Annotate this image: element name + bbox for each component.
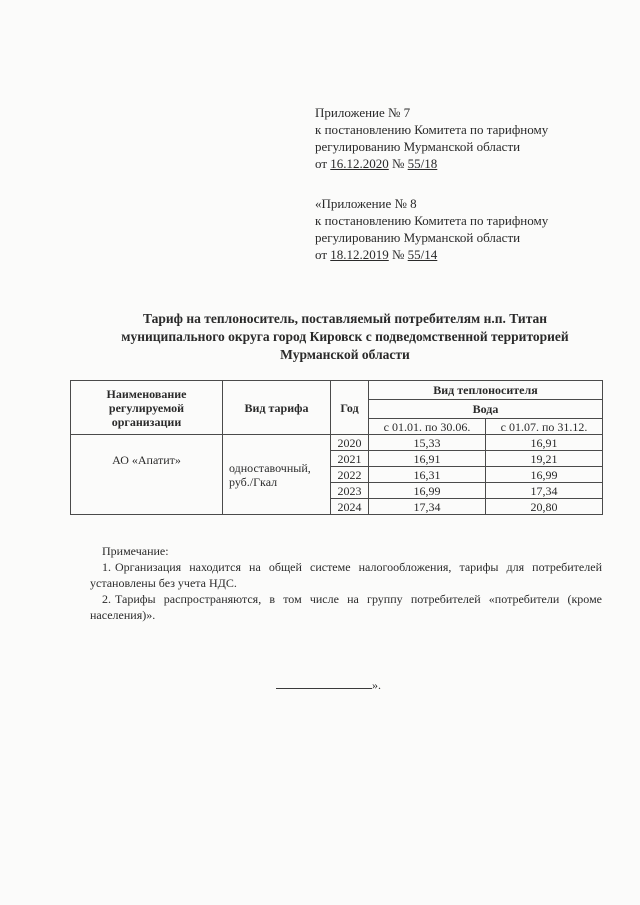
appendix-8-line3: регулированию Мурманской области: [315, 230, 521, 245]
year-cell: 2020: [331, 435, 369, 451]
header-carrier-type: Вид теплоносителя: [369, 381, 603, 400]
note-item-2: [90, 591, 602, 623]
appendix-8-header: [315, 195, 615, 263]
signature-blank-line: [276, 676, 372, 689]
header-year: Год: [331, 381, 369, 435]
table-row: [71, 435, 603, 451]
year-cell: 2024: [331, 499, 369, 515]
period-1-value: 16,31: [369, 467, 486, 483]
appendix-7-number-prefix: №: [388, 156, 408, 171]
year-cell: 2023: [331, 483, 369, 499]
appendix-8-title: «Приложение № 8: [315, 196, 417, 211]
period-1-value: 15,33: [369, 435, 486, 451]
note-2-text: Тарифы распространяются, в том числе на группу потребителей «потребители (кроме населения)».: [90, 592, 602, 622]
appendix-7-line2: к постановлению Комитета по тарифному: [315, 122, 549, 137]
appendix-8-line2: к постановлению Комитета по тарифному: [315, 213, 549, 228]
appendix-7-title: Приложение № 7: [315, 105, 411, 120]
period-2-value: 19,21: [486, 451, 603, 467]
appendix-8-date: 18.12.2019: [330, 247, 389, 262]
appendix-7-from: от: [315, 156, 331, 171]
appendix-7-header: [315, 104, 615, 172]
closing-quote: ».: [372, 678, 381, 692]
note-2-number: 2.: [102, 592, 111, 606]
period-2-value: 20,80: [486, 499, 603, 515]
appendix-7-date-line: [315, 155, 615, 172]
period-1-value: 17,34: [369, 499, 486, 515]
document-title: [80, 310, 610, 364]
notes-header: Примечание:: [102, 544, 169, 558]
note-item-1: [90, 559, 602, 591]
table-header-row-1: [71, 381, 603, 400]
header-organization: Наименование регулируемой организации: [71, 381, 223, 435]
appendix-8-from: от: [315, 247, 331, 262]
appendix-7-number: 55/18: [407, 156, 438, 171]
note-1-number: 1.: [102, 560, 111, 574]
notes-section: [90, 543, 602, 623]
header-period-1: с 01.01. по 30.06.: [369, 419, 486, 435]
appendix-8-date-line: [315, 246, 615, 263]
organization-cell: АО «Апатит»: [71, 435, 223, 515]
header-period-2: с 01.07. по 31.12.: [486, 419, 603, 435]
tariff-type-cell: одноставочный, руб./Гкал: [223, 435, 331, 515]
appendix-8-number: 55/14: [407, 247, 438, 262]
appendix-8-number-prefix: №: [388, 247, 408, 262]
header-water: Вода: [369, 400, 603, 419]
title-line-1: Тариф на теплоноситель, поставляемый потребителям н.п. Титан: [142, 311, 548, 326]
year-cell: 2021: [331, 451, 369, 467]
period-1-value: 16,99: [369, 483, 486, 499]
title-line-2: муниципального округа город Кировск с подведомственной территорией: [121, 329, 569, 344]
appendix-7-line3: регулированию Мурманской области: [315, 139, 521, 154]
period-2-value: 17,34: [486, 483, 603, 499]
period-1-value: 16,91: [369, 451, 486, 467]
closing-line: [276, 676, 381, 693]
tariff-table: [70, 380, 603, 515]
header-tariff-type: Вид тарифа: [223, 381, 331, 435]
appendix-7-date: 16.12.2020: [330, 156, 389, 171]
note-1-text: Организация находится на общей системе налогообложения, тарифы для потребителей установлены без учета НДС.: [90, 560, 602, 590]
year-cell: 2022: [331, 467, 369, 483]
period-2-value: 16,99: [486, 467, 603, 483]
period-2-value: 16,91: [486, 435, 603, 451]
title-line-3: Мурманской области: [280, 347, 410, 362]
